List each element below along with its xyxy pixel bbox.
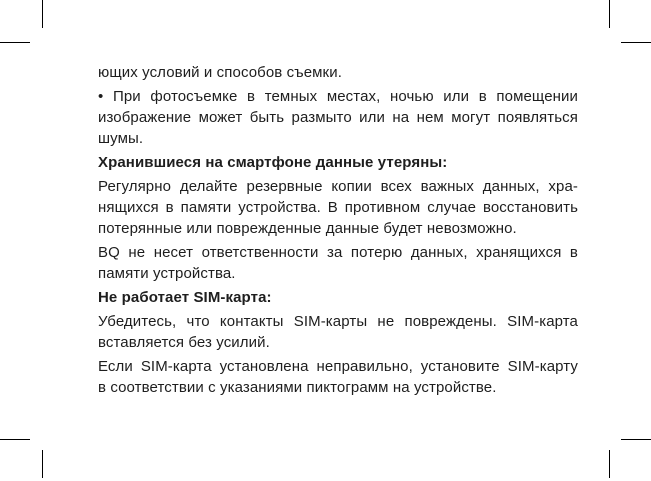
text-line: потерянные или поврежденные данные будет невозможно. bbox=[98, 220, 517, 237]
crop-mark-top-left-vertical bbox=[42, 0, 43, 28]
body-paragraph bbox=[98, 242, 578, 284]
body-paragraph bbox=[98, 356, 578, 398]
body-paragraph bbox=[98, 86, 578, 149]
crop-mark-top-right-horizontal bbox=[621, 42, 651, 43]
text-line: ющих условий и способов съемки. bbox=[98, 64, 342, 81]
text-column bbox=[98, 62, 578, 401]
text-line: Хранившиеся на смартфоне данные утеряны: bbox=[98, 154, 448, 171]
text-line: Если SIM-карта установлена неправильно, установите SIM-карту bbox=[98, 358, 578, 375]
text-line: Не работает SIM-карта: bbox=[98, 289, 272, 306]
crop-mark-bottom-left-vertical bbox=[42, 450, 43, 478]
crop-mark-top-left-horizontal bbox=[0, 42, 30, 43]
text-line: вставляется без усилий. bbox=[98, 334, 270, 351]
body-paragraph bbox=[98, 62, 578, 83]
text-line: памяти устройства. bbox=[98, 265, 236, 282]
text-line: нящихся в памяти устройства. В противном случае восстановить bbox=[98, 199, 578, 216]
text-line: в соответствии с указаниями пиктограмм на устройстве. bbox=[98, 379, 497, 396]
body-paragraph bbox=[98, 176, 578, 239]
text-line: • При фотосъемке в темных местах, ночью или в помещении bbox=[98, 88, 578, 105]
text-line: BQ не несет ответственности за потерю данных, хранящихся в bbox=[98, 244, 578, 261]
text-line: Убедитесь, что контакты SIM-карты не повреждены. SIM-карта bbox=[98, 313, 578, 330]
text-line: Регулярно делайте резервные копии всех важных данных, хра- bbox=[98, 178, 578, 195]
body-paragraph bbox=[98, 311, 578, 353]
text-line: изображение может быть размыто или на нем могут появляться bbox=[98, 109, 578, 126]
section-heading bbox=[98, 287, 578, 308]
section-heading bbox=[98, 152, 578, 173]
crop-mark-bottom-right-horizontal bbox=[621, 439, 651, 440]
text-line: шумы. bbox=[98, 130, 144, 147]
crop-mark-bottom-left-horizontal bbox=[0, 439, 30, 440]
crop-mark-bottom-right-vertical bbox=[609, 450, 610, 478]
crop-mark-top-right-vertical bbox=[609, 0, 610, 28]
